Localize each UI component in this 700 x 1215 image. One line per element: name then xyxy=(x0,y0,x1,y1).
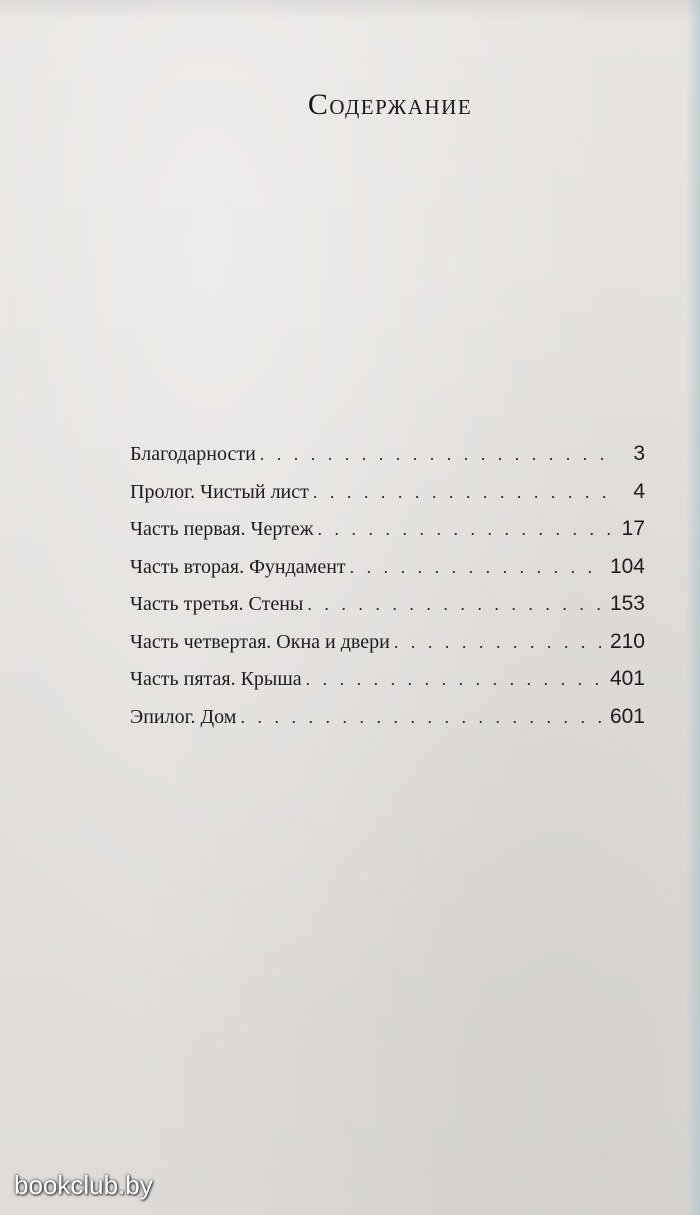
toc-leader-dots xyxy=(240,707,601,728)
toc-leader-dots xyxy=(306,669,602,690)
toc-entry-label: Часть пятая. Крыша xyxy=(130,668,302,690)
toc-entry-page: 104 xyxy=(609,554,645,578)
toc-entry xyxy=(130,667,645,705)
toc-leader-dots xyxy=(394,632,602,653)
toc-entry xyxy=(130,517,645,555)
toc-entry-page: 601 xyxy=(609,704,645,728)
page-top-shadow xyxy=(0,0,700,20)
toc-entry-page: 153 xyxy=(609,592,645,615)
toc-leader-dots xyxy=(350,557,602,578)
toc-entry xyxy=(130,555,645,593)
toc-entry-label: Пролог. Чистый лист xyxy=(130,480,309,503)
page-edge xyxy=(686,0,700,1215)
toc-entry-page: 4 xyxy=(633,479,645,503)
toc-entry xyxy=(130,480,645,518)
toc-entry xyxy=(130,630,645,668)
toc-leader-dots xyxy=(260,444,617,465)
page-title: Содержание xyxy=(307,88,473,121)
toc-entry-page: 3 xyxy=(633,442,645,465)
toc-entry-label: Эпилог. Дом xyxy=(130,705,237,728)
toc-entry-label: Часть вторая. Фундамент xyxy=(130,555,346,578)
toc-leader-dots xyxy=(313,482,617,503)
toc-leader-dots xyxy=(318,519,614,540)
toc-entry-page: 401 xyxy=(609,667,645,690)
toc-entry-label: Часть третья. Стены xyxy=(130,593,304,615)
toc-leader-dots xyxy=(307,594,602,615)
toc-entry-label: Часть первая. Чертеж xyxy=(130,518,314,540)
toc-entry-label: Часть четвертая. Окна и двери xyxy=(130,630,390,653)
toc-entry xyxy=(130,442,645,480)
watermark: bookclub.by xyxy=(14,1170,153,1200)
toc-entry-page: 210 xyxy=(609,629,645,653)
toc-entry xyxy=(130,592,645,630)
toc-entry-page: 17 xyxy=(621,517,645,540)
toc-entry xyxy=(130,705,645,743)
toc-entry-label: Благодарности xyxy=(130,443,256,465)
table-of-contents xyxy=(130,442,645,742)
